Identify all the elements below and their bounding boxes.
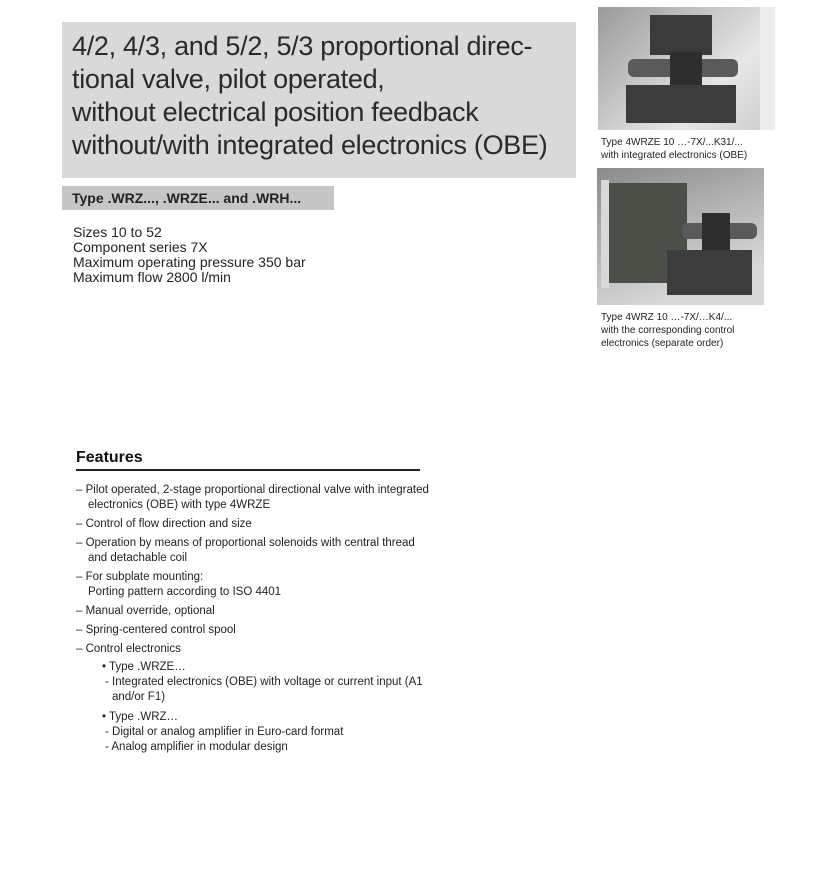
sub-list-wrz	[88, 710, 436, 755]
spec-pressure: Maximum operating pressure 350 bar	[73, 254, 306, 270]
valve-obe-photo	[598, 7, 760, 130]
spec-size: Sizes 10 to 52	[73, 224, 162, 240]
caption-line: with the corresponding control	[601, 325, 735, 336]
valve-photo-drawing	[598, 7, 760, 130]
photo-caption-2	[601, 311, 734, 350]
electronics-photo-drawing	[597, 168, 764, 305]
sub-list-wrze	[88, 660, 436, 705]
sub-heading: • Type .WRZE…	[102, 661, 186, 673]
feature-text: – For subplate mounting:	[76, 571, 204, 583]
caption-line: Type 4WRZE 10 …-7X/...K31/...	[601, 137, 743, 148]
spec-series: Component series 7X	[73, 239, 208, 255]
type-label: Type .WRZ..., .WRZE... and .WRH...	[72, 190, 302, 206]
caption-line: with integrated electronics (OBE)	[601, 150, 748, 161]
specs	[73, 225, 306, 285]
title-line: 4/2, 4/3, and 5/2, 5/3 proportional direc-	[72, 31, 533, 61]
features-heading: Features	[76, 449, 143, 466]
valve-control-electronics-photo	[597, 168, 764, 305]
feature-text: – Control electronics	[76, 643, 181, 655]
features-divider	[76, 469, 420, 471]
sub-heading: • Type .WRZ…	[102, 711, 179, 723]
page-title	[72, 30, 547, 162]
feature-item: – Pilot operated, 2-stage proportional directional valve with integrated electronics (OBE) with type 4WRZE	[76, 484, 429, 511]
title-line: tional valve, pilot operated,	[72, 64, 385, 94]
feature-item: – Spring-centered control spool	[76, 624, 236, 636]
photo-strip	[760, 7, 775, 130]
feature-item: – Control of flow direction and size	[76, 518, 252, 530]
sub-item: - Integrated electronics (OBE) with voltage or current input (A1 and/or F1)	[105, 676, 423, 703]
type-box	[62, 186, 334, 210]
caption-line: Type 4WRZ 10 …-7X/…K4/...	[601, 312, 733, 323]
feature-item	[76, 570, 436, 600]
title-line: without/with integrated electronics (OBE)	[72, 130, 548, 160]
photo-caption-1	[601, 136, 747, 162]
spec-flow: Maximum flow 2800 l/min	[73, 269, 231, 285]
sub-item: - Digital or analog amplifier in Euro-card format	[105, 726, 344, 738]
title-line: without electrical position feedback	[72, 97, 479, 127]
sub-item: - Analog amplifier in modular design	[105, 741, 288, 753]
feature-item: – Manual override, optional	[76, 605, 215, 617]
features-list	[76, 483, 436, 759]
feature-item	[76, 642, 436, 755]
feature-item: – Operation by means of proportional solenoids with central thread and detachable coil	[76, 537, 415, 564]
caption-line: electronics (separate order)	[601, 338, 724, 349]
title-box	[62, 22, 576, 178]
feature-text: Porting pattern according to ISO 4401	[88, 586, 282, 598]
